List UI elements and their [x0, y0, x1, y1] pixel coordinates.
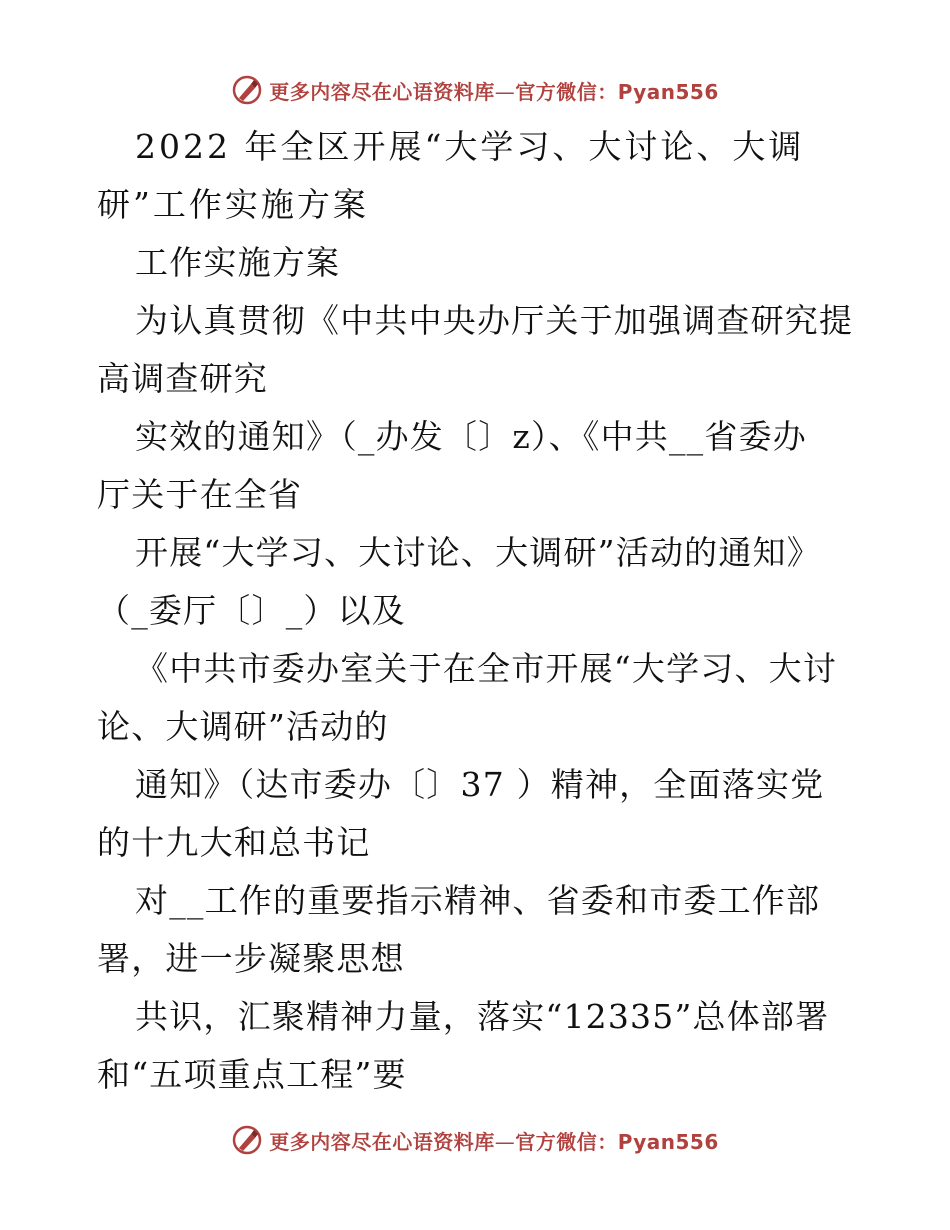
document-body — [97, 118, 877, 1104]
watermark-text — [269, 76, 719, 105]
watermark-header — [0, 70, 950, 110]
paragraph-line: 实效的通知》（_办发〔〕z）、《中共__省委办 — [135, 417, 807, 456]
paragraph-line: 共识，汇聚精神力量，落实“12335”总体部署 — [135, 997, 830, 1036]
pen-logo-icon — [231, 1124, 263, 1156]
watermark-separator: — — [494, 1129, 516, 1154]
paragraph-line: 为认真贯彻《中共中央办厅关于加强调查研究提 — [135, 301, 854, 340]
document-title-line-2: 研”工作实施方案 — [97, 185, 369, 224]
watermark-contact: 官方微信：Pyan556 — [515, 1129, 719, 1154]
paragraph-line: 开展“大学习、大讨论、大调研”活动的通知》 — [135, 533, 821, 572]
paragraph-line: （_委厅〔〕_）以及 — [97, 591, 406, 630]
paragraph-line: 署，进一步凝聚思想 — [97, 939, 405, 978]
document-title-line-1: 2022 年全区开展“大学习、大讨论、大调 — [135, 127, 805, 166]
paragraph-line: 高调查研究 — [97, 359, 268, 398]
paragraph-line: 通知》（达市委办〔〕37 ）精神，全面落实党 — [135, 765, 825, 804]
watermark-title: 更多内容尽在心语资料库 — [269, 79, 495, 104]
paragraph-line: 对__工作的重要指示精神、省委和市委工作部 — [135, 881, 821, 920]
watermark-title: 更多内容尽在心语资料库 — [269, 1129, 495, 1154]
watermark-contact: 官方微信：Pyan556 — [515, 79, 719, 104]
paragraph-line: 厅关于在全省 — [97, 475, 303, 514]
paragraph-line: 论、大调研”活动的 — [97, 707, 389, 746]
paragraph-line: 的十九大和总书记 — [97, 823, 371, 862]
document-subtitle: 工作实施方案 — [135, 243, 341, 282]
watermark-separator: — — [494, 79, 516, 104]
watermark-footer — [0, 1120, 950, 1160]
paragraph-line: 和“五项重点工程”要 — [97, 1055, 407, 1094]
paragraph-line: 《中共市委办室关于在全市开展“大学习、大讨 — [135, 649, 838, 688]
watermark-text — [269, 1126, 719, 1155]
pen-logo-icon — [231, 74, 263, 106]
